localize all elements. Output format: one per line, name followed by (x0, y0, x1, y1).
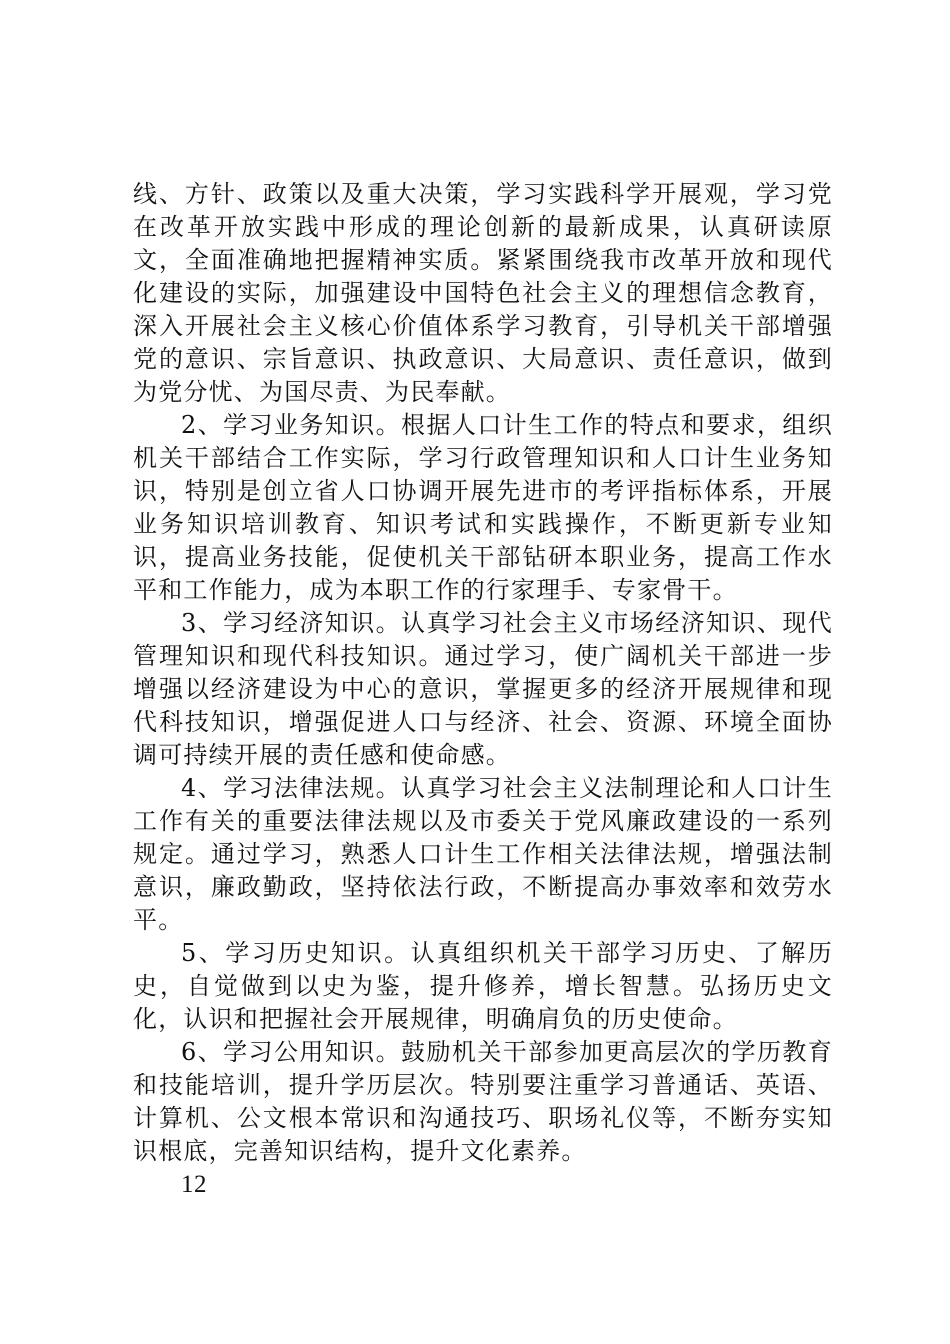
paragraph-history-knowledge: 5、学习历史知识。认真组织机关干部学习历史、了解历史，自觉做到以史为鉴，提升修养，增长智慧。弘扬历史文化，认识和把握社会开展规律，明确肩负的历史使命。 (133, 939, 833, 1033)
paragraph-business-knowledge: 2、学习业务知识。根据人口计生工作的特点和要求，组织机关干部结合工作实际，学习行政管理知识和人口计生业务知识，特别是创立省人口协调开展先进市的考评指标体系，开展业务知识培训教育、知识考试和实践操作，不断更新专业知识，提高业务技能，促使机关干部钻研本职业务，提高工作水平和工作能力，成为本职工作的行家理手、专家骨干。 (133, 411, 833, 604)
paragraph-laws-regulations: 4、学习法律法规。认真学习社会主义法制理论和人口计生工作有关的重要法律法规以及市委关于党风廉政建设的一系列规定。通过学习，熟悉人口计生工作相关法律法规，增强法制意识，廉政勤政，坚持依法行政，不断提高办事效率和效劳水平。 (133, 774, 833, 934)
page-number: 12 (181, 1171, 207, 1198)
document-body (133, 178, 833, 1201)
paragraph-continuation: 线、方针、政策以及重大决策，学习实践科学开展观，学习党在改革开放实践中形成的理论创新的最新成果，认真研读原文，全面准确地把握精神实质。紧紧围绕我市改革开放和现代化建设的实际，加强建设中国特色社会主义的理想信念教育，深入开展社会主义核心价值体系学习教育，引导机关干部增强党的意识、宗旨意识、执政意识、大局意识、责任意识，做到为党分忧、为国尽责、为民奉献。 (133, 180, 833, 406)
paragraph-general-knowledge: 6、学习公用知识。鼓励机关干部参加更高层次的学历教育和技能培训，提升学历层次。特别要注重学习普通话、英语、计算机、公文根本常识和沟通技巧、职场礼仪等，不断夯实知识根底，完善知识结构，提升文化素养。 (133, 1038, 833, 1165)
paragraph-economic-knowledge: 3、学习经济知识。认真学习社会主义市场经济知识、现代管理知识和现代科技知识。通过学习，使广阔机关干部进一步增强以经济建设为中心的意识，掌握更多的经济开展规律和现代科技知识，增强促进人口与经济、社会、资源、环境全面协调可持续开展的责任感和使命感。 (133, 609, 833, 769)
